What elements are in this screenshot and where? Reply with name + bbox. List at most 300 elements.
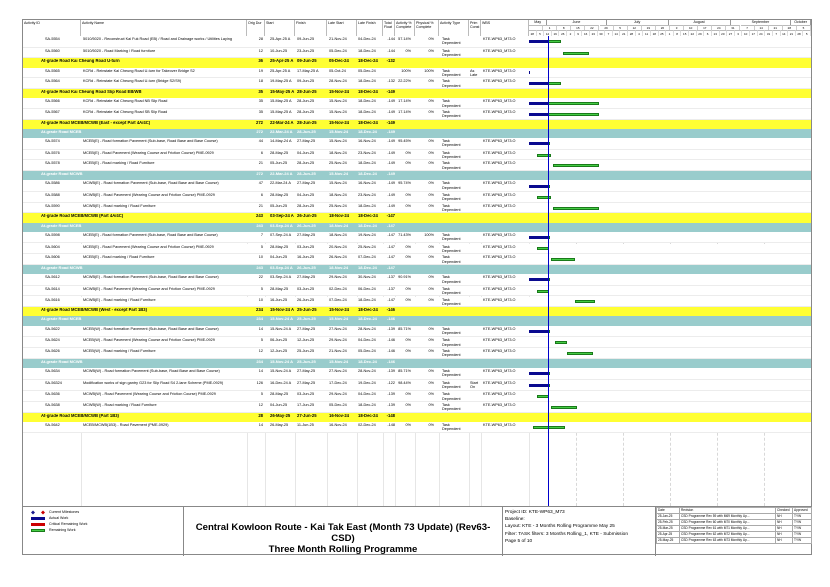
activity-row[interactable]: [23, 244, 811, 255]
remaining-work-bar[interactable]: [548, 82, 561, 85]
rev-header-approved: Approved: [793, 508, 812, 514]
activity-complete: 17.14%: [398, 99, 411, 104]
wbs-code: KTE-WP63_M73.O: [483, 403, 516, 407]
wbs-summary-row[interactable]: [23, 171, 811, 180]
activity-row[interactable]: [23, 368, 811, 380]
gantt-page: [22, 19, 812, 555]
actual-work-bar[interactable]: [529, 40, 548, 43]
physical-complete: 0%: [428, 403, 434, 407]
activity-row[interactable]: [23, 78, 811, 89]
finish-date: 16-Jun-25: [297, 255, 315, 260]
total-float: -132: [387, 79, 395, 84]
activity-id: SA-5616: [45, 297, 60, 302]
physical-complete: 100%: [424, 68, 434, 73]
revision-row: 25-May-25 CSD Programme Rev 63 with M73 Monthly Up... NH TYW: [657, 538, 812, 544]
timeline-week: 31: [726, 25, 740, 30]
late-finish: 18-Dec-24: [358, 359, 377, 364]
activity-name: KCRd - Reinstate Kai Cheung Road NB Slip Road: [83, 99, 168, 104]
total-float: -146: [386, 308, 395, 313]
actual-work-bar[interactable]: [529, 236, 548, 239]
finish-date: 28-Jun-25: [297, 120, 317, 125]
timeline-month: June: [547, 20, 606, 25]
late-start: 15-Nov-24: [329, 129, 349, 134]
total-float: -146: [386, 317, 395, 322]
activity-row[interactable]: [23, 402, 811, 413]
activity-row[interactable]: [23, 68, 811, 79]
activity-row[interactable]: [23, 337, 811, 348]
finish-date: 09-Jun-25: [297, 37, 315, 41]
timeline-day: 28: [796, 30, 804, 36]
finish-date: 28-Jun-25: [297, 99, 315, 104]
activity-id: SA-5554: [45, 37, 60, 41]
activity-row[interactable]: [23, 36, 811, 48]
late-start: 15-Nov-24: [329, 172, 349, 177]
activity-complete: 0%: [405, 392, 411, 397]
report-title-block: [183, 507, 503, 556]
activity-row[interactable]: [23, 138, 811, 150]
project-id: Project ID: KTE-WP63_M73: [505, 510, 565, 515]
remaining-work-bar[interactable]: [567, 352, 593, 355]
wbs-code: KTE-WP63_M73.O: [483, 99, 516, 104]
activity-type: Task Dependent: [442, 68, 461, 77]
wbs-code: KTE-WP63_M73.O: [483, 68, 516, 73]
late-start: 15-Nov-24: [329, 359, 349, 364]
activity-id: SA-5598: [45, 232, 60, 237]
late-start: 20-Nov-24: [329, 244, 347, 249]
orig-duration: 28: [258, 37, 263, 41]
timeline-week: 24: [712, 25, 726, 30]
timeline-day: 8: [674, 30, 682, 36]
activity-complete: 0%: [405, 349, 411, 353]
physical-complete: 0%: [428, 422, 434, 427]
timeline-week: 8: [557, 25, 571, 30]
orig-duration: 14: [258, 326, 263, 331]
timeline-month: October: [791, 20, 811, 25]
column-header: [23, 20, 811, 37]
activity-id: SA-5612: [45, 275, 60, 280]
timeline-week: 29: [600, 25, 614, 30]
orig-duration: 12: [258, 48, 263, 53]
timeline-week: [529, 25, 543, 30]
orig-duration: 7: [260, 232, 263, 237]
activity-row[interactable]: [23, 422, 811, 433]
wbs-code: KTE-WP63_M73.O: [483, 161, 516, 166]
start-date: 15-May-25 A: [270, 90, 295, 94]
late-finish: 04-Dec-24: [358, 37, 376, 41]
start-date: 10-Jun-25: [270, 48, 288, 53]
start-date: 22-Mar-24 A: [270, 181, 291, 186]
activity-type: Task Dependent: [442, 392, 461, 401]
timeline-day: 5: [803, 30, 811, 36]
finish-date: 26-Jun-25: [297, 265, 316, 270]
timeline-day: 4: [636, 30, 644, 36]
late-start: 21-Nov-24: [329, 349, 347, 353]
rev-header-date: Date: [657, 508, 680, 514]
wbs-summary-row[interactable]: [23, 223, 811, 232]
remaining-work-bar[interactable]: [553, 207, 599, 210]
timeline-week: 17: [698, 25, 712, 30]
start-date: 15-May-25 A: [270, 99, 292, 104]
activity-id: SA-56324: [45, 380, 62, 385]
orig-duration: 35: [258, 109, 263, 114]
wbs-summary-row[interactable]: [23, 359, 811, 368]
late-start: 05-Dec-24: [329, 59, 349, 64]
activity-name: MCWB(E) - Road marking / Road Furniture: [83, 297, 156, 302]
orig-duration: 243: [256, 223, 263, 228]
late-finish: 18-Dec-24: [358, 403, 376, 407]
col-wbs[interactable]: WBS: [481, 20, 529, 36]
finish-date: 25-Jun-25: [297, 317, 316, 322]
actual-work-bar[interactable]: [529, 71, 530, 74]
activity-row[interactable]: [23, 232, 811, 244]
remaining-work-bar[interactable]: [548, 40, 561, 43]
remaining-work-bar[interactable]: [548, 113, 599, 116]
total-float: -147: [387, 297, 395, 302]
timeline-day: 23: [590, 30, 598, 36]
wbs-code: KTE-WP63_M73.O: [483, 392, 516, 397]
activity-row[interactable]: [23, 203, 811, 214]
timeline-day: 22: [689, 30, 697, 36]
start-date: 28-May-25: [270, 392, 289, 397]
revision-table: [655, 507, 812, 556]
activity-complete: 100%: [401, 68, 411, 73]
wbs-name: At-grade Road MCEB: [41, 317, 82, 322]
activity-type: Task Dependent: [442, 79, 461, 88]
activity-row[interactable]: [23, 286, 811, 297]
orig-duration: 10: [258, 297, 263, 302]
late-finish: 04-Dec-24: [358, 392, 376, 397]
remaining-work-bar[interactable]: [553, 164, 599, 167]
activity-type: Task Dependent: [442, 37, 461, 46]
activity-id: SA-5636: [45, 392, 60, 397]
wbs-summary-row[interactable]: [23, 307, 811, 316]
finish-date: 27-May-25: [297, 232, 316, 237]
timeline-day: 21: [620, 30, 628, 36]
wbs-summary-row[interactable]: [23, 316, 811, 325]
activity-name: 5010/5020 - Reconstruct Kai Fuk Road (EB) / Road and Drainage works / Utilities Laying: [83, 37, 232, 41]
activity-row[interactable]: [23, 192, 811, 203]
actual-work-bar[interactable]: [529, 82, 548, 85]
timeline-day: 21: [788, 30, 796, 36]
actual-work-bar[interactable]: [529, 142, 548, 145]
wbs-code: KTE-WP63_M73.O: [483, 79, 516, 84]
total-float: -147: [386, 214, 395, 219]
col-physical-complete[interactable]: Physical % Complete: [415, 20, 439, 36]
orig-duration: 272: [256, 129, 263, 134]
late-start: 26-Nov-24: [329, 255, 347, 260]
late-finish: 18-Dec-24: [358, 99, 376, 104]
revision-row: 25-Jan-25 CSD Programme Rev 59 with M69 Monthly Up... NH TYW: [657, 514, 812, 520]
primary-constraint: As Late: [470, 68, 478, 77]
activity-id: SA-5624: [45, 338, 60, 343]
finish-date: 25-Jun-25: [297, 359, 316, 364]
timeline-day: 14: [613, 30, 621, 36]
activity-type: Task Dependent: [442, 150, 461, 160]
finish-date: 25-Jun-25: [297, 349, 315, 353]
activity-id: SA-5586: [45, 181, 60, 186]
activity-row[interactable]: [23, 150, 811, 161]
wbs-summary-row[interactable]: [23, 120, 811, 129]
start-date: 12-Jun-25: [270, 349, 288, 353]
finish-date: 26-Jun-25: [297, 214, 317, 219]
remaining-work-bar[interactable]: [551, 406, 577, 409]
primary-constraint: Start On: [470, 380, 479, 389]
timeline-day: 6: [704, 30, 712, 36]
actual-work-bar[interactable]: [529, 102, 548, 105]
physical-complete: 0%: [428, 181, 434, 186]
col-primary-constraint[interactable]: Prim Const: [469, 20, 481, 36]
orig-duration: 28: [258, 413, 263, 418]
activity-row[interactable]: [23, 326, 811, 338]
total-float: -132: [386, 59, 395, 64]
wbs-code: KTE-WP63_M73.O: [483, 244, 516, 249]
timeline-day: 25: [659, 30, 667, 36]
activity-complete: 17.14%: [398, 109, 411, 114]
orig-duration: 12: [258, 403, 263, 407]
col-finish[interactable]: Finish: [295, 20, 327, 36]
activity-row[interactable]: [23, 160, 811, 171]
wbs-code: KTE-WP63_M73.O: [483, 275, 516, 280]
filter-name: Filter: TASK filters: 3 Months Rolling_1, KTE - Submission: [505, 531, 628, 537]
report-title: Central Kowloon Route - Kai Tak East (Month 73 Update) (Rev63- CSD): [195, 522, 491, 544]
late-start: 18-Nov-24: [329, 223, 349, 228]
total-float: -137: [387, 286, 395, 291]
wbs-summary-row[interactable]: [23, 58, 811, 67]
legend: [27, 509, 177, 533]
late-finish: 18-Dec-24: [358, 172, 377, 177]
finish-date: 27-May-25: [297, 275, 316, 280]
timeline-scale: [529, 20, 811, 36]
physical-complete: 0%: [428, 99, 434, 104]
timeline-day: 13: [712, 30, 720, 36]
orig-duration: 243: [256, 265, 263, 270]
finish-date: 25-Jun-25: [297, 308, 317, 313]
activity-complete: 71.43%: [398, 232, 411, 237]
wbs-code: KTE-WP63_M73.O: [483, 297, 516, 302]
late-start: 15-Nov-24: [329, 109, 347, 114]
col-activity-name[interactable]: Activity Name: [81, 20, 247, 36]
activity-row[interactable]: [23, 348, 811, 359]
total-float: -139: [387, 326, 395, 331]
wbs-name: At-grade Road MCEB: [41, 223, 82, 228]
start-date: 04-Jun-25: [270, 403, 288, 407]
activity-type: Task Dependent: [442, 368, 461, 378]
wbs-summary-row[interactable]: [23, 413, 811, 422]
actual-work-bar[interactable]: [529, 372, 548, 375]
actual-work-bar[interactable]: [529, 278, 548, 281]
activity-type: Task Dependent: [442, 403, 461, 412]
wbs-code: KTE-WP63_M73.O: [483, 150, 516, 155]
baseline: Baseline:: [505, 517, 525, 523]
orig-duration: 234: [256, 359, 263, 364]
activity-name: MCWB(W) - Road marking / Road Furniture: [83, 403, 157, 407]
activity-row[interactable]: [23, 180, 811, 192]
actual-work-bar[interactable]: [529, 113, 548, 116]
activity-name: MCEB(E) - Road marking / Road Furniture: [83, 255, 155, 260]
timeline-day: 1: [666, 30, 674, 36]
activity-type: Task Dependent: [442, 139, 461, 148]
orig-duration: 22: [258, 275, 263, 280]
activity-type: Task Dependent: [442, 48, 461, 58]
start-date: 28-May-25: [270, 193, 289, 197]
timeline-month: May: [529, 20, 547, 25]
activity-complete: 0%: [405, 403, 411, 407]
activity-row[interactable]: [23, 109, 811, 120]
timeline-day: 20: [720, 30, 728, 36]
col-late-finish[interactable]: Late Finish: [357, 20, 383, 36]
finish-date: 28-Jun-25: [297, 172, 316, 177]
late-start: 27-Nov-24: [329, 326, 347, 331]
late-finish: 18-Dec-24: [358, 214, 378, 219]
activity-row[interactable]: [23, 274, 811, 286]
physical-complete: 0%: [428, 203, 434, 208]
wbs-code: KTE-WP63_M73.O: [483, 326, 516, 331]
finish-date: 27-May-25: [297, 380, 316, 385]
revision-row: 25-Feb-25 CSD Programme Rev 60 with M70 Monthly Up... NH TYW: [657, 520, 812, 526]
late-start: 29-Nov-24: [329, 338, 347, 343]
late-finish: 18-Dec-24: [358, 413, 378, 418]
col-total-float[interactable]: Total Float: [383, 20, 395, 36]
late-start: 18-Nov-24: [329, 265, 349, 270]
activity-type: Task Dependent: [442, 286, 461, 296]
start-date: 15-Nov-24 A: [270, 326, 292, 331]
orig-duration: 10: [258, 255, 263, 260]
actual-work-bar[interactable]: [529, 330, 548, 333]
total-float: -147: [387, 244, 395, 249]
finish-date: 09-Jun-25: [297, 59, 317, 64]
late-finish: 18-Dec-24: [358, 265, 377, 270]
timeline-week: 28: [783, 25, 797, 30]
timeline-month: July: [607, 20, 669, 25]
total-float: -149: [386, 129, 395, 134]
legend-critical: Critical Remaining Work: [27, 521, 177, 527]
timeline-day: 31: [765, 30, 773, 36]
col-late-start[interactable]: Late Start: [327, 20, 357, 36]
finish-date: 28-Jun-25: [297, 203, 315, 208]
activity-name: MCWB(E) - Road formation Pavement (Sub-base, Road Base and Base Course): [83, 275, 219, 280]
activity-row[interactable]: [23, 391, 811, 402]
wbs-summary-row[interactable]: [23, 265, 811, 274]
remaining-work-bar[interactable]: [551, 258, 575, 261]
late-start: 15-Nov-24: [329, 120, 350, 125]
activity-complete: 57.14%: [398, 37, 411, 41]
total-float: -149: [387, 150, 395, 155]
finish-date: 27-May-25: [297, 139, 316, 143]
start-date: 15-Nov-24 A: [270, 308, 295, 313]
wbs-code: KTE-WP63_M73.O: [483, 338, 516, 343]
finish-date: 27-May-25: [297, 181, 316, 186]
physical-complete: 0%: [428, 326, 434, 331]
col-activity-type[interactable]: Activity Type: [439, 20, 469, 36]
timeline-week: 5: [797, 25, 811, 30]
col-activity-id[interactable]: Activity ID: [23, 20, 81, 36]
start-date: 16-Dec-24 A: [270, 380, 292, 385]
timeline-day: 5: [537, 30, 545, 36]
actual-work-bar[interactable]: [529, 185, 548, 188]
wbs-summary-row[interactable]: [23, 213, 811, 222]
col-start[interactable]: Start: [265, 20, 295, 36]
start-date: 19-May-25 A: [270, 79, 292, 84]
activity-type: Task Dependent: [442, 193, 461, 202]
activity-name: MCEB(W) - Road Pavement (Wearing Course and Friction Course) PME-0929: [83, 338, 215, 343]
orig-duration: 19: [258, 68, 263, 73]
activity-row[interactable]: [23, 380, 811, 392]
remaining-work-bar[interactable]: [575, 300, 595, 303]
wbs-name: At-grade Road Kai Cheung Road U-turn: [41, 59, 120, 64]
wbs-code: KTE-WP63_M73.O: [483, 37, 516, 41]
start-date: 15-Nov-24 A: [270, 317, 293, 322]
physical-complete: 0%: [428, 48, 434, 53]
timeline-week: 26: [656, 25, 670, 30]
activity-id: SA-5634: [45, 368, 60, 373]
orig-duration: 272: [256, 120, 263, 125]
activity-row[interactable]: [23, 254, 811, 265]
activity-type: Task Dependent: [442, 232, 461, 242]
wbs-code: KTE-WP63_M73.O: [483, 193, 516, 197]
finish-date: 28-Jun-25: [297, 161, 315, 166]
finish-date: 09-Jun-25: [297, 79, 315, 84]
start-date: 03-Sep-24 A: [270, 223, 293, 228]
activity-name: MCWB(E) - Road Pavement (Wearing Course and Friction Course) PME-0929: [83, 193, 215, 197]
remaining-work-bar[interactable]: [548, 102, 599, 105]
total-float: -149: [387, 161, 395, 166]
start-date: 16-Jun-25: [270, 297, 288, 302]
timeline-day: 7: [605, 30, 613, 36]
activity-name: MCEB(E) - Road formation Pavement (Sub-base, Road Base and Base Course): [83, 232, 218, 237]
orig-duration: 35: [258, 99, 263, 104]
activity-id: SA-5614: [45, 286, 60, 291]
activity-id: SA-5565: [45, 68, 60, 73]
activity-type: Task Dependent: [442, 244, 461, 253]
wbs-summary-row[interactable]: [23, 129, 811, 138]
actual-work-bar[interactable]: [529, 384, 548, 387]
activity-name: KCRd - Reinstate Kai Cheung Road SB Slip Road: [83, 109, 168, 114]
activity-id: SA-5606: [45, 255, 60, 260]
late-finish: 18-Dec-24: [358, 129, 377, 134]
total-float: -139: [387, 392, 395, 397]
activity-row[interactable]: [23, 297, 811, 308]
footer: [23, 506, 811, 556]
remaining-work-bar[interactable]: [563, 52, 589, 55]
activity-id: SA-5574: [45, 139, 60, 143]
col-activity-complete[interactable]: Activity % Complete: [395, 20, 415, 36]
col-orig-dur[interactable]: Orig Dur: [247, 20, 265, 36]
late-finish: 18-Dec-24: [358, 223, 377, 228]
start-date: 04-Jun-25: [270, 255, 288, 260]
activity-id: SA-5642: [45, 422, 60, 427]
activity-row[interactable]: [23, 98, 811, 109]
rev-header-revision: Revision: [680, 508, 776, 514]
timeline-week: 10: [684, 25, 698, 30]
activity-type: Task Dependent: [442, 203, 461, 213]
activity-complete: 0%: [405, 422, 411, 427]
late-start: 17-Dec-24: [329, 380, 347, 385]
timeline-week: 1: [543, 25, 557, 30]
physical-complete: 0%: [428, 368, 434, 373]
activity-row[interactable]: [23, 48, 811, 59]
activity-type: Task Dependent: [442, 181, 461, 190]
late-finish: 18-Dec-24: [358, 203, 376, 208]
total-float: -149: [387, 203, 395, 208]
remaining-work-bar[interactable]: [555, 341, 567, 344]
total-float: -147: [386, 265, 395, 270]
orig-duration: 18: [258, 79, 263, 84]
late-start: 15-Nov-24: [329, 139, 347, 143]
wbs-summary-row[interactable]: [23, 89, 811, 98]
wbs-name: At-grade Road MCWB: [41, 172, 83, 177]
late-finish: 18-Dec-24: [358, 59, 378, 64]
physical-complete: 0%: [428, 286, 434, 291]
